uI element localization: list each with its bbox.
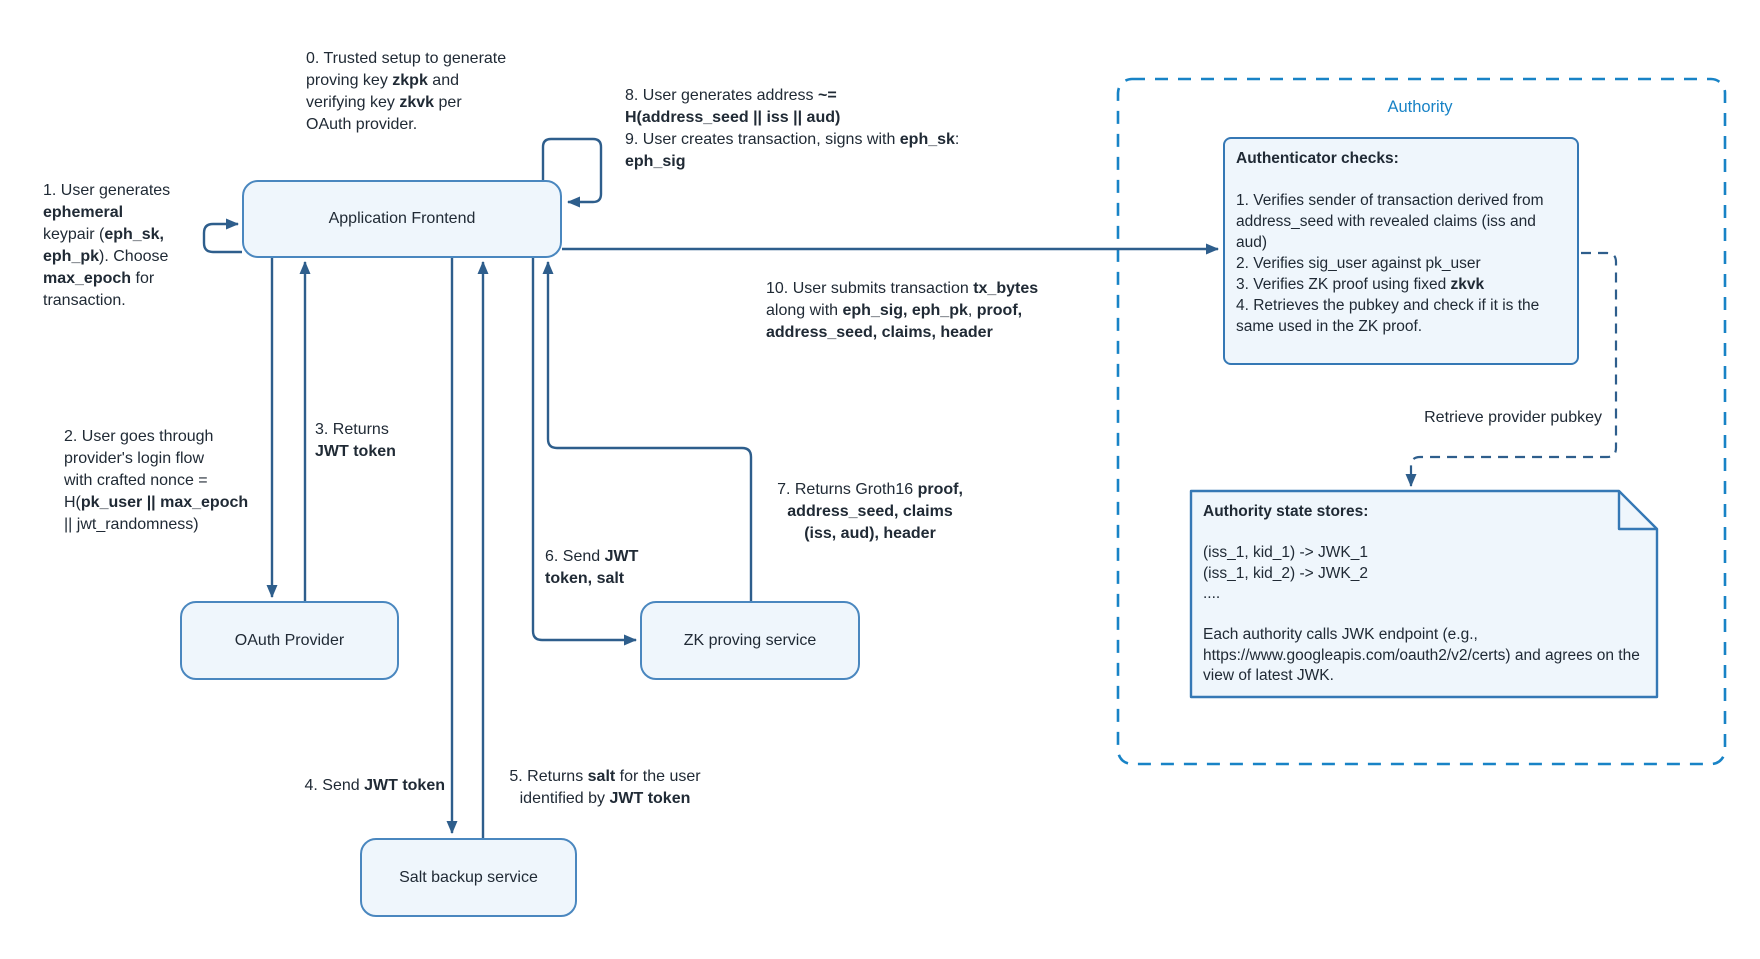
node-oauth-provider-label: OAuth Provider xyxy=(234,631,345,649)
node-oauth-provider xyxy=(180,601,399,680)
authority-title: Authority xyxy=(1387,98,1453,116)
annotation-step-7: 7. Returns Groth16 proof, address_seed, claims (iss, aud), header xyxy=(777,481,963,542)
authenticator-checks-box: Authenticator checks: 1. Verifies sender of transaction derived from address_seed with revealed claims (iss and aud) 2. Verifies sig_user against pk_user 3. Verifies ZK proof using fixed zkvk 4. Retrieves the pubkey and check if it is the same used in the ZK proof. xyxy=(1223,137,1579,365)
node-zk-proving-service-label: ZK proving service xyxy=(683,631,817,649)
annotation-step-3: 3. Returns JWT token xyxy=(315,421,396,460)
node-application-frontend xyxy=(242,180,562,258)
annotation-step-8-9: 8. User generates address ~= H(address_seed || iss || aud) 9. User creates transaction, signs with eph_sk: eph_sig xyxy=(625,87,960,170)
node-zk-proving-service xyxy=(640,601,860,680)
annotation-step-1: 1. User generates ephemeral keypair (eph_sk, eph_pk). Choose max_epoch for transaction. xyxy=(43,182,171,309)
annotation-step-2: 2. User goes through provider's login flow with crafted nonce = H(pk_user || max_epoch || jwt_randomness) xyxy=(64,428,249,533)
authority-state-note-text: Authority state stores: (iss_1, kid_1) -> JWK_1 (iss_1, kid_2) -> JWK_2 .... Each authority calls JWK endpoint (e.g., https://www.googleapis.com/oauth2/v2/certs) and agrees on the view of latest JWK. xyxy=(1203,503,1640,684)
node-salt-backup-service-label: Salt backup service xyxy=(399,868,538,886)
annotation-step-6: 6. Send JWT token, salt xyxy=(545,548,639,587)
annotation-step-10: 10. User submits transaction tx_bytes along with eph_sig, eph_pk, proof, address_seed, claims, header xyxy=(766,280,1039,341)
node-application-frontend-label: Application Frontend xyxy=(328,210,476,227)
annotation-step-5: 5. Returns salt for the user identified by JWT token xyxy=(509,768,701,807)
annotation-step-0: 0. Trusted setup to generate proving key zkpk and verifying key zkvk per OAuth provider. xyxy=(306,50,507,133)
node-salt-backup-service xyxy=(360,838,577,917)
label-retrieve-provider-pubkey: Retrieve provider pubkey xyxy=(1424,409,1602,426)
annotation-step-4: 4. Send JWT token xyxy=(304,777,445,794)
